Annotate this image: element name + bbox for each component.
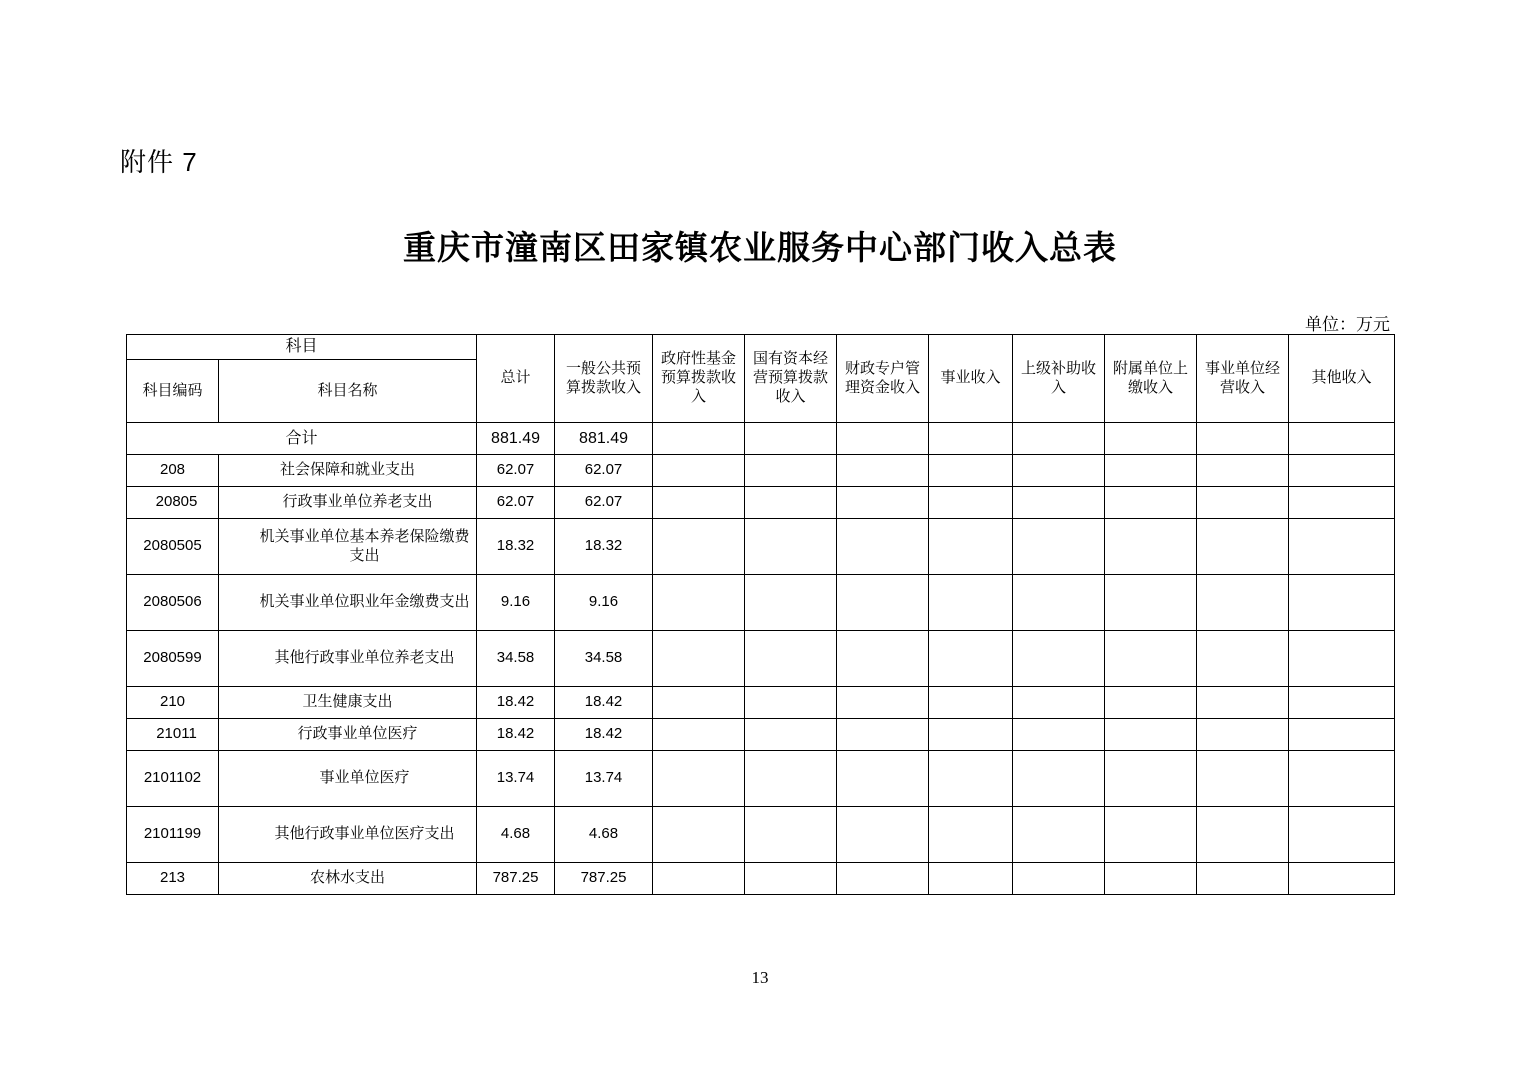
cell-general-public-budget: 18.42 xyxy=(555,687,653,719)
cell-total: 18.42 xyxy=(477,687,555,719)
cell-affiliated-unit xyxy=(1105,751,1197,807)
cell-other-income xyxy=(1289,631,1395,687)
header-total: 总计 xyxy=(477,335,555,423)
cell-affiliated-unit xyxy=(1105,575,1197,631)
cell-other-income xyxy=(1289,519,1395,575)
cell-business-unit-operating xyxy=(1197,519,1289,575)
row-subject-name: 机关事业单位职业年金缴费支出 xyxy=(219,575,477,631)
cell-state-capital-budget xyxy=(745,863,837,895)
cell-affiliated-unit xyxy=(1105,719,1197,751)
cell-business-income xyxy=(929,687,1013,719)
cell-general-public-budget: 18.32 xyxy=(555,519,653,575)
cell-business-income xyxy=(929,519,1013,575)
cell-business-income xyxy=(929,751,1013,807)
table-row xyxy=(127,575,1395,631)
cell-gov-fund-budget xyxy=(653,863,745,895)
cell-affiliated-unit xyxy=(1105,519,1197,575)
cell-general-public-budget: 881.49 xyxy=(555,423,653,455)
cell-gov-fund-budget xyxy=(653,687,745,719)
row-total-label: 合计 xyxy=(127,423,477,455)
cell-affiliated-unit xyxy=(1105,455,1197,487)
cell-total: 13.74 xyxy=(477,751,555,807)
row-subject-name: 社会保障和就业支出 xyxy=(219,455,477,487)
cell-superior-subsidy xyxy=(1013,575,1105,631)
cell-business-income xyxy=(929,455,1013,487)
row-subject-name: 行政事业单位医疗 xyxy=(219,719,477,751)
cell-affiliated-unit xyxy=(1105,423,1197,455)
cell-gov-fund-budget xyxy=(653,719,745,751)
cell-fiscal-special-account xyxy=(837,575,929,631)
cell-business-income xyxy=(929,423,1013,455)
table-row xyxy=(127,487,1395,519)
cell-business-unit-operating xyxy=(1197,423,1289,455)
attachment-label: 附件 7 xyxy=(120,147,198,177)
cell-superior-subsidy xyxy=(1013,719,1105,751)
cell-business-unit-operating xyxy=(1197,631,1289,687)
cell-fiscal-special-account xyxy=(837,519,929,575)
row-subject-code: 2101199 xyxy=(127,807,219,863)
header-gov-fund-budget: 政府性基金预算拨款收入 xyxy=(653,335,745,423)
table-row xyxy=(127,863,1395,895)
table-body xyxy=(127,423,1395,895)
cell-gov-fund-budget xyxy=(653,751,745,807)
cell-other-income xyxy=(1289,575,1395,631)
cell-state-capital-budget xyxy=(745,687,837,719)
row-subject-code: 20805 xyxy=(127,487,219,519)
cell-superior-subsidy xyxy=(1013,863,1105,895)
cell-total: 62.07 xyxy=(477,455,555,487)
cell-business-income xyxy=(929,575,1013,631)
cell-total: 18.32 xyxy=(477,519,555,575)
table-row xyxy=(127,423,1395,455)
cell-total: 34.58 xyxy=(477,631,555,687)
cell-business-unit-operating xyxy=(1197,807,1289,863)
cell-other-income xyxy=(1289,751,1395,807)
cell-fiscal-special-account xyxy=(837,807,929,863)
table-row xyxy=(127,687,1395,719)
cell-superior-subsidy xyxy=(1013,687,1105,719)
cell-total: 881.49 xyxy=(477,423,555,455)
cell-business-income xyxy=(929,719,1013,751)
cell-state-capital-budget xyxy=(745,455,837,487)
row-subject-code: 2080506 xyxy=(127,575,219,631)
cell-other-income xyxy=(1289,687,1395,719)
cell-state-capital-budget xyxy=(745,575,837,631)
cell-gov-fund-budget xyxy=(653,423,745,455)
cell-superior-subsidy xyxy=(1013,487,1105,519)
row-subject-name: 行政事业单位养老支出 xyxy=(219,487,477,519)
cell-state-capital-budget xyxy=(745,631,837,687)
cell-fiscal-special-account xyxy=(837,863,929,895)
cell-business-income xyxy=(929,631,1013,687)
cell-gov-fund-budget xyxy=(653,455,745,487)
cell-fiscal-special-account xyxy=(837,631,929,687)
row-subject-name: 其他行政事业单位医疗支出 xyxy=(219,807,477,863)
row-subject-code: 2080599 xyxy=(127,631,219,687)
cell-state-capital-budget xyxy=(745,519,837,575)
table-row xyxy=(127,631,1395,687)
header-state-capital-budget: 国有资本经营预算拨款收入 xyxy=(745,335,837,423)
cell-general-public-budget: 787.25 xyxy=(555,863,653,895)
unit-note: 单位：万元 xyxy=(1305,315,1390,334)
row-subject-name: 卫生健康支出 xyxy=(219,687,477,719)
row-subject-code: 2080505 xyxy=(127,519,219,575)
cell-general-public-budget: 34.58 xyxy=(555,631,653,687)
cell-business-unit-operating xyxy=(1197,751,1289,807)
cell-fiscal-special-account xyxy=(837,423,929,455)
header-subject-name: 科目名称 xyxy=(219,360,477,423)
header-subject-group: 科目 xyxy=(127,335,477,360)
row-subject-code: 213 xyxy=(127,863,219,895)
cell-gov-fund-budget xyxy=(653,519,745,575)
cell-general-public-budget: 4.68 xyxy=(555,807,653,863)
cell-total: 18.42 xyxy=(477,719,555,751)
table-row xyxy=(127,455,1395,487)
cell-fiscal-special-account xyxy=(837,487,929,519)
row-subject-name: 机关事业单位基本养老保险缴费支出 xyxy=(219,519,477,575)
table-row xyxy=(127,519,1395,575)
cell-fiscal-special-account xyxy=(837,751,929,807)
cell-affiliated-unit xyxy=(1105,863,1197,895)
cell-total: 62.07 xyxy=(477,487,555,519)
row-subject-name: 其他行政事业单位养老支出 xyxy=(219,631,477,687)
cell-business-unit-operating xyxy=(1197,863,1289,895)
cell-general-public-budget: 62.07 xyxy=(555,487,653,519)
cell-general-public-budget: 18.42 xyxy=(555,719,653,751)
header-fiscal-special-account: 财政专户管理资金收入 xyxy=(837,335,929,423)
cell-gov-fund-budget xyxy=(653,631,745,687)
row-subject-code: 21011 xyxy=(127,719,219,751)
cell-total: 4.68 xyxy=(477,807,555,863)
row-subject-name: 事业单位医疗 xyxy=(219,751,477,807)
header-affiliated-unit: 附属单位上缴收入 xyxy=(1105,335,1197,423)
cell-affiliated-unit xyxy=(1105,631,1197,687)
cell-business-unit-operating xyxy=(1197,575,1289,631)
cell-superior-subsidy xyxy=(1013,807,1105,863)
cell-fiscal-special-account xyxy=(837,687,929,719)
row-subject-name: 农林水支出 xyxy=(219,863,477,895)
cell-other-income xyxy=(1289,807,1395,863)
cell-affiliated-unit xyxy=(1105,687,1197,719)
cell-affiliated-unit xyxy=(1105,807,1197,863)
cell-state-capital-budget xyxy=(745,719,837,751)
cell-business-income xyxy=(929,807,1013,863)
cell-general-public-budget: 62.07 xyxy=(555,455,653,487)
cell-business-unit-operating xyxy=(1197,719,1289,751)
cell-general-public-budget: 9.16 xyxy=(555,575,653,631)
header-subject-code: 科目编码 xyxy=(127,360,219,423)
budget-income-table xyxy=(126,334,1395,895)
table-header-row-1 xyxy=(127,335,1395,360)
row-subject-code: 2101102 xyxy=(127,751,219,807)
cell-superior-subsidy xyxy=(1013,751,1105,807)
cell-state-capital-budget xyxy=(745,423,837,455)
table-row xyxy=(127,751,1395,807)
cell-business-income xyxy=(929,487,1013,519)
page-title: 重庆市潼南区田家镇农业服务中心部门收入总表 xyxy=(403,229,1117,266)
cell-business-income xyxy=(929,863,1013,895)
header-business-unit-operating: 事业单位经营收入 xyxy=(1197,335,1289,423)
header-general-public-budget: 一般公共预算拨款收入 xyxy=(555,335,653,423)
cell-affiliated-unit xyxy=(1105,487,1197,519)
cell-other-income xyxy=(1289,719,1395,751)
cell-gov-fund-budget xyxy=(653,807,745,863)
cell-total: 9.16 xyxy=(477,575,555,631)
cell-business-unit-operating xyxy=(1197,687,1289,719)
cell-fiscal-special-account xyxy=(837,455,929,487)
header-other-income: 其他收入 xyxy=(1289,335,1395,423)
header-business-income: 事业收入 xyxy=(929,335,1013,423)
cell-other-income xyxy=(1289,423,1395,455)
cell-business-unit-operating xyxy=(1197,455,1289,487)
cell-other-income xyxy=(1289,455,1395,487)
cell-gov-fund-budget xyxy=(653,487,745,519)
cell-gov-fund-budget xyxy=(653,575,745,631)
cell-superior-subsidy xyxy=(1013,519,1105,575)
cell-superior-subsidy xyxy=(1013,455,1105,487)
cell-other-income xyxy=(1289,487,1395,519)
cell-state-capital-budget xyxy=(745,807,837,863)
cell-fiscal-special-account xyxy=(837,719,929,751)
cell-superior-subsidy xyxy=(1013,423,1105,455)
cell-other-income xyxy=(1289,863,1395,895)
row-subject-code: 208 xyxy=(127,455,219,487)
table-row xyxy=(127,719,1395,751)
cell-state-capital-budget xyxy=(745,751,837,807)
cell-general-public-budget: 13.74 xyxy=(555,751,653,807)
cell-state-capital-budget xyxy=(745,487,837,519)
header-superior-subsidy: 上级补助收入 xyxy=(1013,335,1105,423)
row-subject-code: 210 xyxy=(127,687,219,719)
page-number: 13 xyxy=(751,968,769,987)
cell-superior-subsidy xyxy=(1013,631,1105,687)
cell-total: 787.25 xyxy=(477,863,555,895)
table-row xyxy=(127,807,1395,863)
cell-business-unit-operating xyxy=(1197,487,1289,519)
